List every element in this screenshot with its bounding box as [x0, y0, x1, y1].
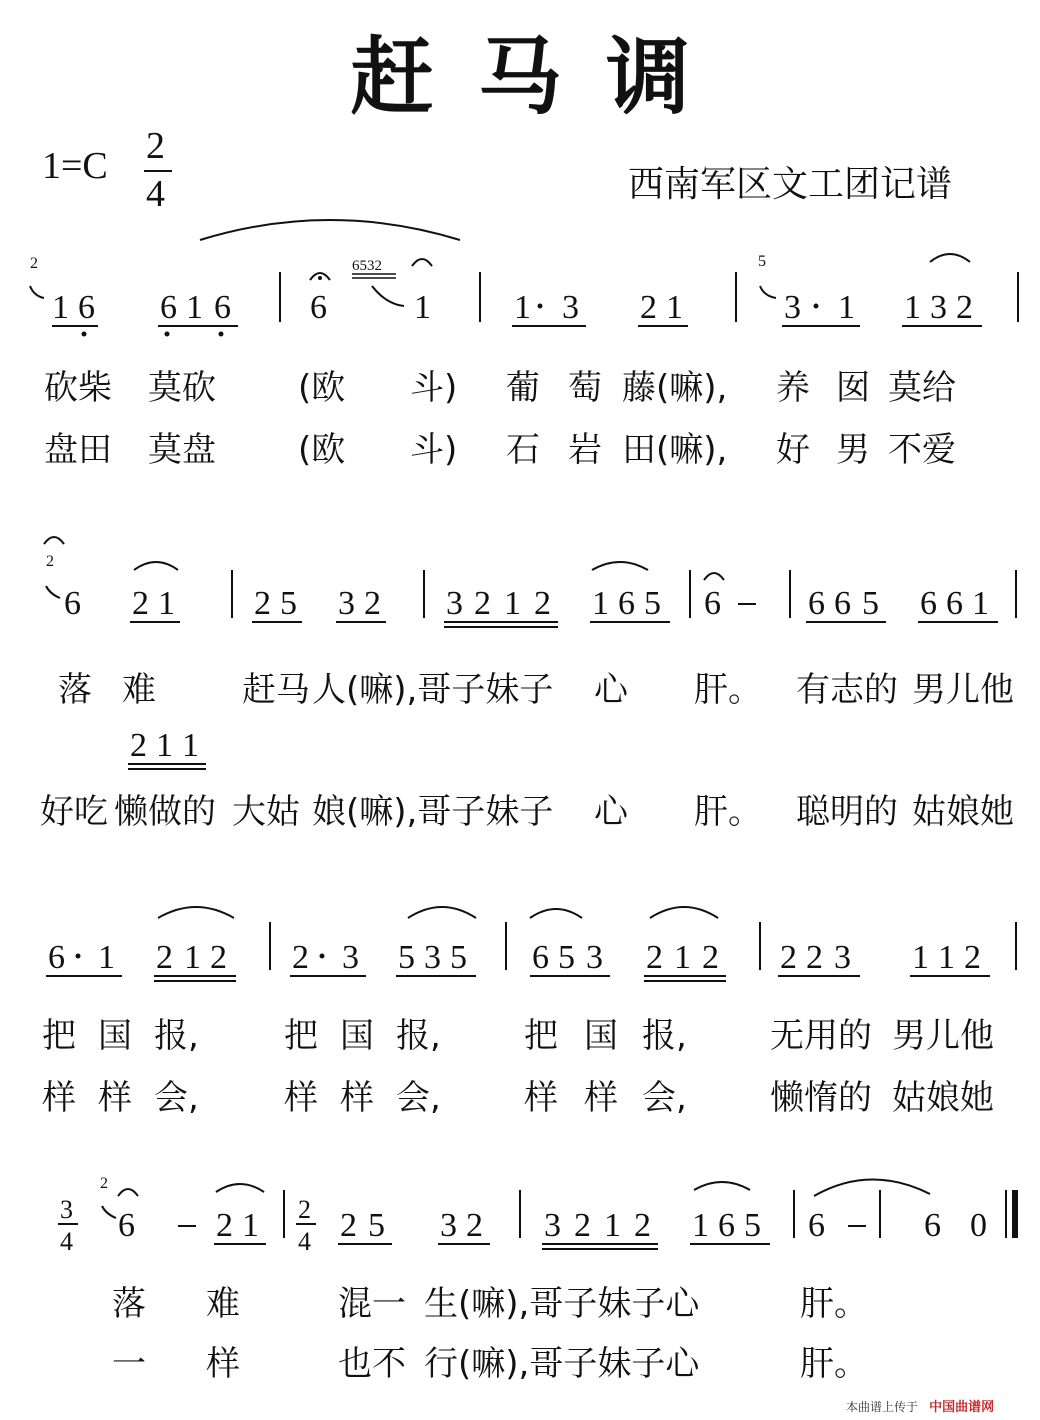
svg-text:2: 2 — [298, 1195, 311, 1224]
key-signature: 1=C — [42, 145, 108, 187]
note: 3 — [586, 939, 603, 976]
note: 2 — [466, 1207, 483, 1244]
svg-text:4: 4 — [60, 1227, 73, 1256]
note: 2 — [702, 939, 719, 976]
lyric: 葡 — [506, 368, 540, 408]
lyric: 肝。 — [694, 670, 762, 710]
lyric: (欧 — [298, 430, 346, 470]
lyric: 不爱 — [888, 430, 956, 470]
time-signature-bottom: 4 — [146, 173, 165, 215]
note: 5 — [280, 585, 297, 622]
lyric: 样 — [340, 1078, 374, 1118]
lyric: 行(嘛),哥子妹子心 — [424, 1344, 700, 1384]
lyric: 好吃 — [40, 792, 108, 832]
note: 6 — [808, 585, 825, 622]
lyric: 也不 — [338, 1344, 406, 1384]
note: 2 — [646, 939, 663, 976]
lyric: 盘田 — [44, 430, 112, 470]
note: 6 — [310, 289, 327, 326]
note: 1 — [98, 939, 115, 976]
lyric: 养 — [776, 368, 810, 408]
note: 6 — [78, 289, 95, 326]
time-signature-top: 2 — [146, 125, 165, 167]
note: 5 — [862, 585, 879, 622]
lyric: 把 — [524, 1016, 558, 1056]
lyric: 难 — [122, 670, 156, 710]
lyric: 落 — [58, 670, 92, 710]
system-2-notes — [44, 537, 1016, 769]
note: 3 — [342, 939, 359, 976]
svg-text:4: 4 — [298, 1227, 311, 1256]
note: 3 — [834, 939, 851, 976]
note: 2 — [210, 939, 227, 976]
note: 3 — [784, 289, 801, 326]
lyric: 石 — [506, 430, 540, 470]
lyric: 男儿他 — [912, 670, 1014, 710]
note: 1 — [242, 1207, 259, 1244]
lyric: 懒惰的 — [770, 1078, 872, 1118]
note: 3 — [446, 585, 463, 622]
lyric: 会, — [154, 1078, 199, 1118]
svg-text:2: 2 — [46, 553, 54, 570]
lyric: 肝。 — [800, 1284, 868, 1324]
note: 2 — [780, 939, 797, 976]
note: 6 — [532, 939, 549, 976]
note: 6 — [834, 585, 851, 622]
note: 6 — [48, 939, 65, 976]
lyric: 藤(嘛), — [622, 368, 728, 408]
note: 1 — [912, 939, 929, 976]
lyric: 莫盘 — [148, 430, 216, 470]
lyric: 斗) — [410, 430, 458, 470]
lyric: 无用的 — [770, 1016, 872, 1056]
system-4-notes — [58, 1175, 1015, 1256]
lyric: 姑娘她 — [912, 792, 1014, 832]
lyric: 聪明的 — [796, 792, 898, 832]
lyric: 样 — [584, 1078, 618, 1118]
lyric: 有志的 — [796, 670, 898, 710]
lyric: 报, — [154, 1016, 199, 1056]
lyric: 囡 — [836, 368, 870, 408]
note: 2 — [292, 939, 309, 976]
svg-text:5: 5 — [758, 253, 766, 270]
note: 1 — [904, 289, 921, 326]
note: 5 — [644, 585, 661, 622]
note: 1 — [52, 289, 69, 326]
note: 1 — [186, 289, 203, 326]
lyric: 心 — [594, 792, 628, 832]
note: 3 — [338, 585, 355, 622]
note: 6 — [118, 1207, 135, 1244]
note: 3 — [544, 1207, 561, 1244]
lyric: 心 — [594, 670, 628, 710]
lyric: 懒做的 — [114, 792, 216, 832]
site-watermark — [846, 1396, 994, 1415]
note: 2 — [964, 939, 981, 976]
note: 1 — [158, 585, 175, 622]
note: 2 — [132, 585, 149, 622]
note: 1 — [504, 585, 521, 622]
svg-text:2: 2 — [100, 1175, 108, 1192]
lyric: 样 — [524, 1078, 558, 1118]
lyric: 样 — [284, 1078, 318, 1118]
lyric: 国 — [584, 1016, 618, 1056]
lyric: (欧 — [298, 368, 346, 408]
page-title: 赶马调 — [349, 28, 734, 126]
note: 3 — [424, 939, 441, 976]
lyric: 落 — [112, 1284, 146, 1324]
lyric: 一 — [112, 1344, 146, 1384]
lyric: 难 — [206, 1284, 240, 1324]
lyric: 把 — [284, 1016, 318, 1056]
lyric: 混一 — [338, 1284, 406, 1324]
lyric: 肝。 — [800, 1344, 868, 1384]
note: 2 — [156, 939, 173, 976]
note: 2 — [254, 585, 271, 622]
lyric: 生(嘛),哥子妹子心 — [424, 1284, 700, 1324]
lyric: 男儿他 — [892, 1016, 994, 1056]
note: 5 — [368, 1207, 385, 1244]
grace-note: 2 — [30, 255, 38, 272]
lyric: 国 — [340, 1016, 374, 1056]
lyric: 姑娘她 — [892, 1078, 994, 1118]
note: 6 — [718, 1207, 735, 1244]
lyric: 报, — [642, 1016, 687, 1056]
note: 2 — [364, 585, 381, 622]
lyric: 好 — [776, 430, 810, 470]
lyric: 娘(嘛),哥子妹子 — [312, 792, 554, 832]
svg-text:6532: 6532 — [352, 258, 382, 274]
system-1-notes — [30, 220, 1018, 337]
note: 5 — [744, 1207, 761, 1244]
note: 1 — [666, 289, 683, 326]
lyric: 大姑 — [232, 792, 300, 832]
note: 5 — [398, 939, 415, 976]
lyric: 人(嘛),哥子妹子 — [312, 670, 554, 710]
note: 0 — [970, 1207, 987, 1244]
transcriber-credit: 西南军区文工团记谱 — [628, 164, 953, 205]
note: 2 — [216, 1207, 233, 1244]
lyric: 莫给 — [888, 368, 956, 408]
lyric: 会, — [396, 1078, 441, 1118]
lyric: 肝。 — [694, 792, 762, 832]
lyric: 莫砍 — [148, 368, 216, 408]
note: 6 — [214, 289, 231, 326]
note: 2 — [956, 289, 973, 326]
note: 1 — [674, 939, 691, 976]
note: 2 — [640, 289, 657, 326]
note: 6 — [920, 585, 937, 622]
lyric: 斗) — [410, 368, 458, 408]
lyric: 样 — [206, 1344, 240, 1384]
lyric: 样 — [98, 1078, 132, 1118]
note: 1 — [514, 289, 531, 326]
lyric: 报, — [396, 1016, 441, 1056]
note: 1 — [156, 727, 173, 764]
note: 1 — [414, 289, 431, 326]
lyric: 岩 — [568, 430, 602, 470]
note: 6 — [704, 585, 721, 622]
lyric: 萄 — [568, 368, 602, 408]
note: 1 — [604, 1207, 621, 1244]
note: 2 — [806, 939, 823, 976]
note: 3 — [440, 1207, 457, 1244]
note: 2 — [634, 1207, 651, 1244]
note: 5 — [558, 939, 575, 976]
note: 6 — [160, 289, 177, 326]
note: 6 — [946, 585, 963, 622]
note: 2 — [130, 727, 147, 764]
note: 1 — [972, 585, 989, 622]
note: 1 — [692, 1207, 709, 1244]
note: 1 — [182, 727, 199, 764]
system-3-notes — [46, 907, 1016, 981]
lyric: 田(嘛), — [622, 430, 728, 470]
lyric: 国 — [98, 1016, 132, 1056]
lyric: 会, — [642, 1078, 687, 1118]
lyric: 赶马 — [242, 670, 310, 710]
note: 1 — [592, 585, 609, 622]
note: 2 — [474, 585, 491, 622]
note: 2 — [340, 1207, 357, 1244]
watermark-brand: 中国曲谱网 — [929, 1400, 995, 1415]
note: 1 — [938, 939, 955, 976]
note: 2 — [574, 1207, 591, 1244]
watermark-text: 本曲谱上传于 — [846, 1400, 919, 1414]
lyric: 男 — [836, 430, 870, 470]
note: 1 — [838, 289, 855, 326]
lyric: 把 — [42, 1016, 76, 1056]
note: 5 — [450, 939, 467, 976]
lyric: 砍柴 — [44, 368, 112, 408]
note: 3 — [930, 289, 947, 326]
note: 2 — [534, 585, 551, 622]
note: 6 — [808, 1207, 825, 1244]
note: 6 — [618, 585, 635, 622]
lyric: 样 — [42, 1078, 76, 1118]
svg-text:3: 3 — [60, 1195, 73, 1224]
note: 6 — [64, 585, 81, 622]
note: 3 — [562, 289, 579, 326]
note: 6 — [924, 1207, 941, 1244]
note: 1 — [184, 939, 201, 976]
